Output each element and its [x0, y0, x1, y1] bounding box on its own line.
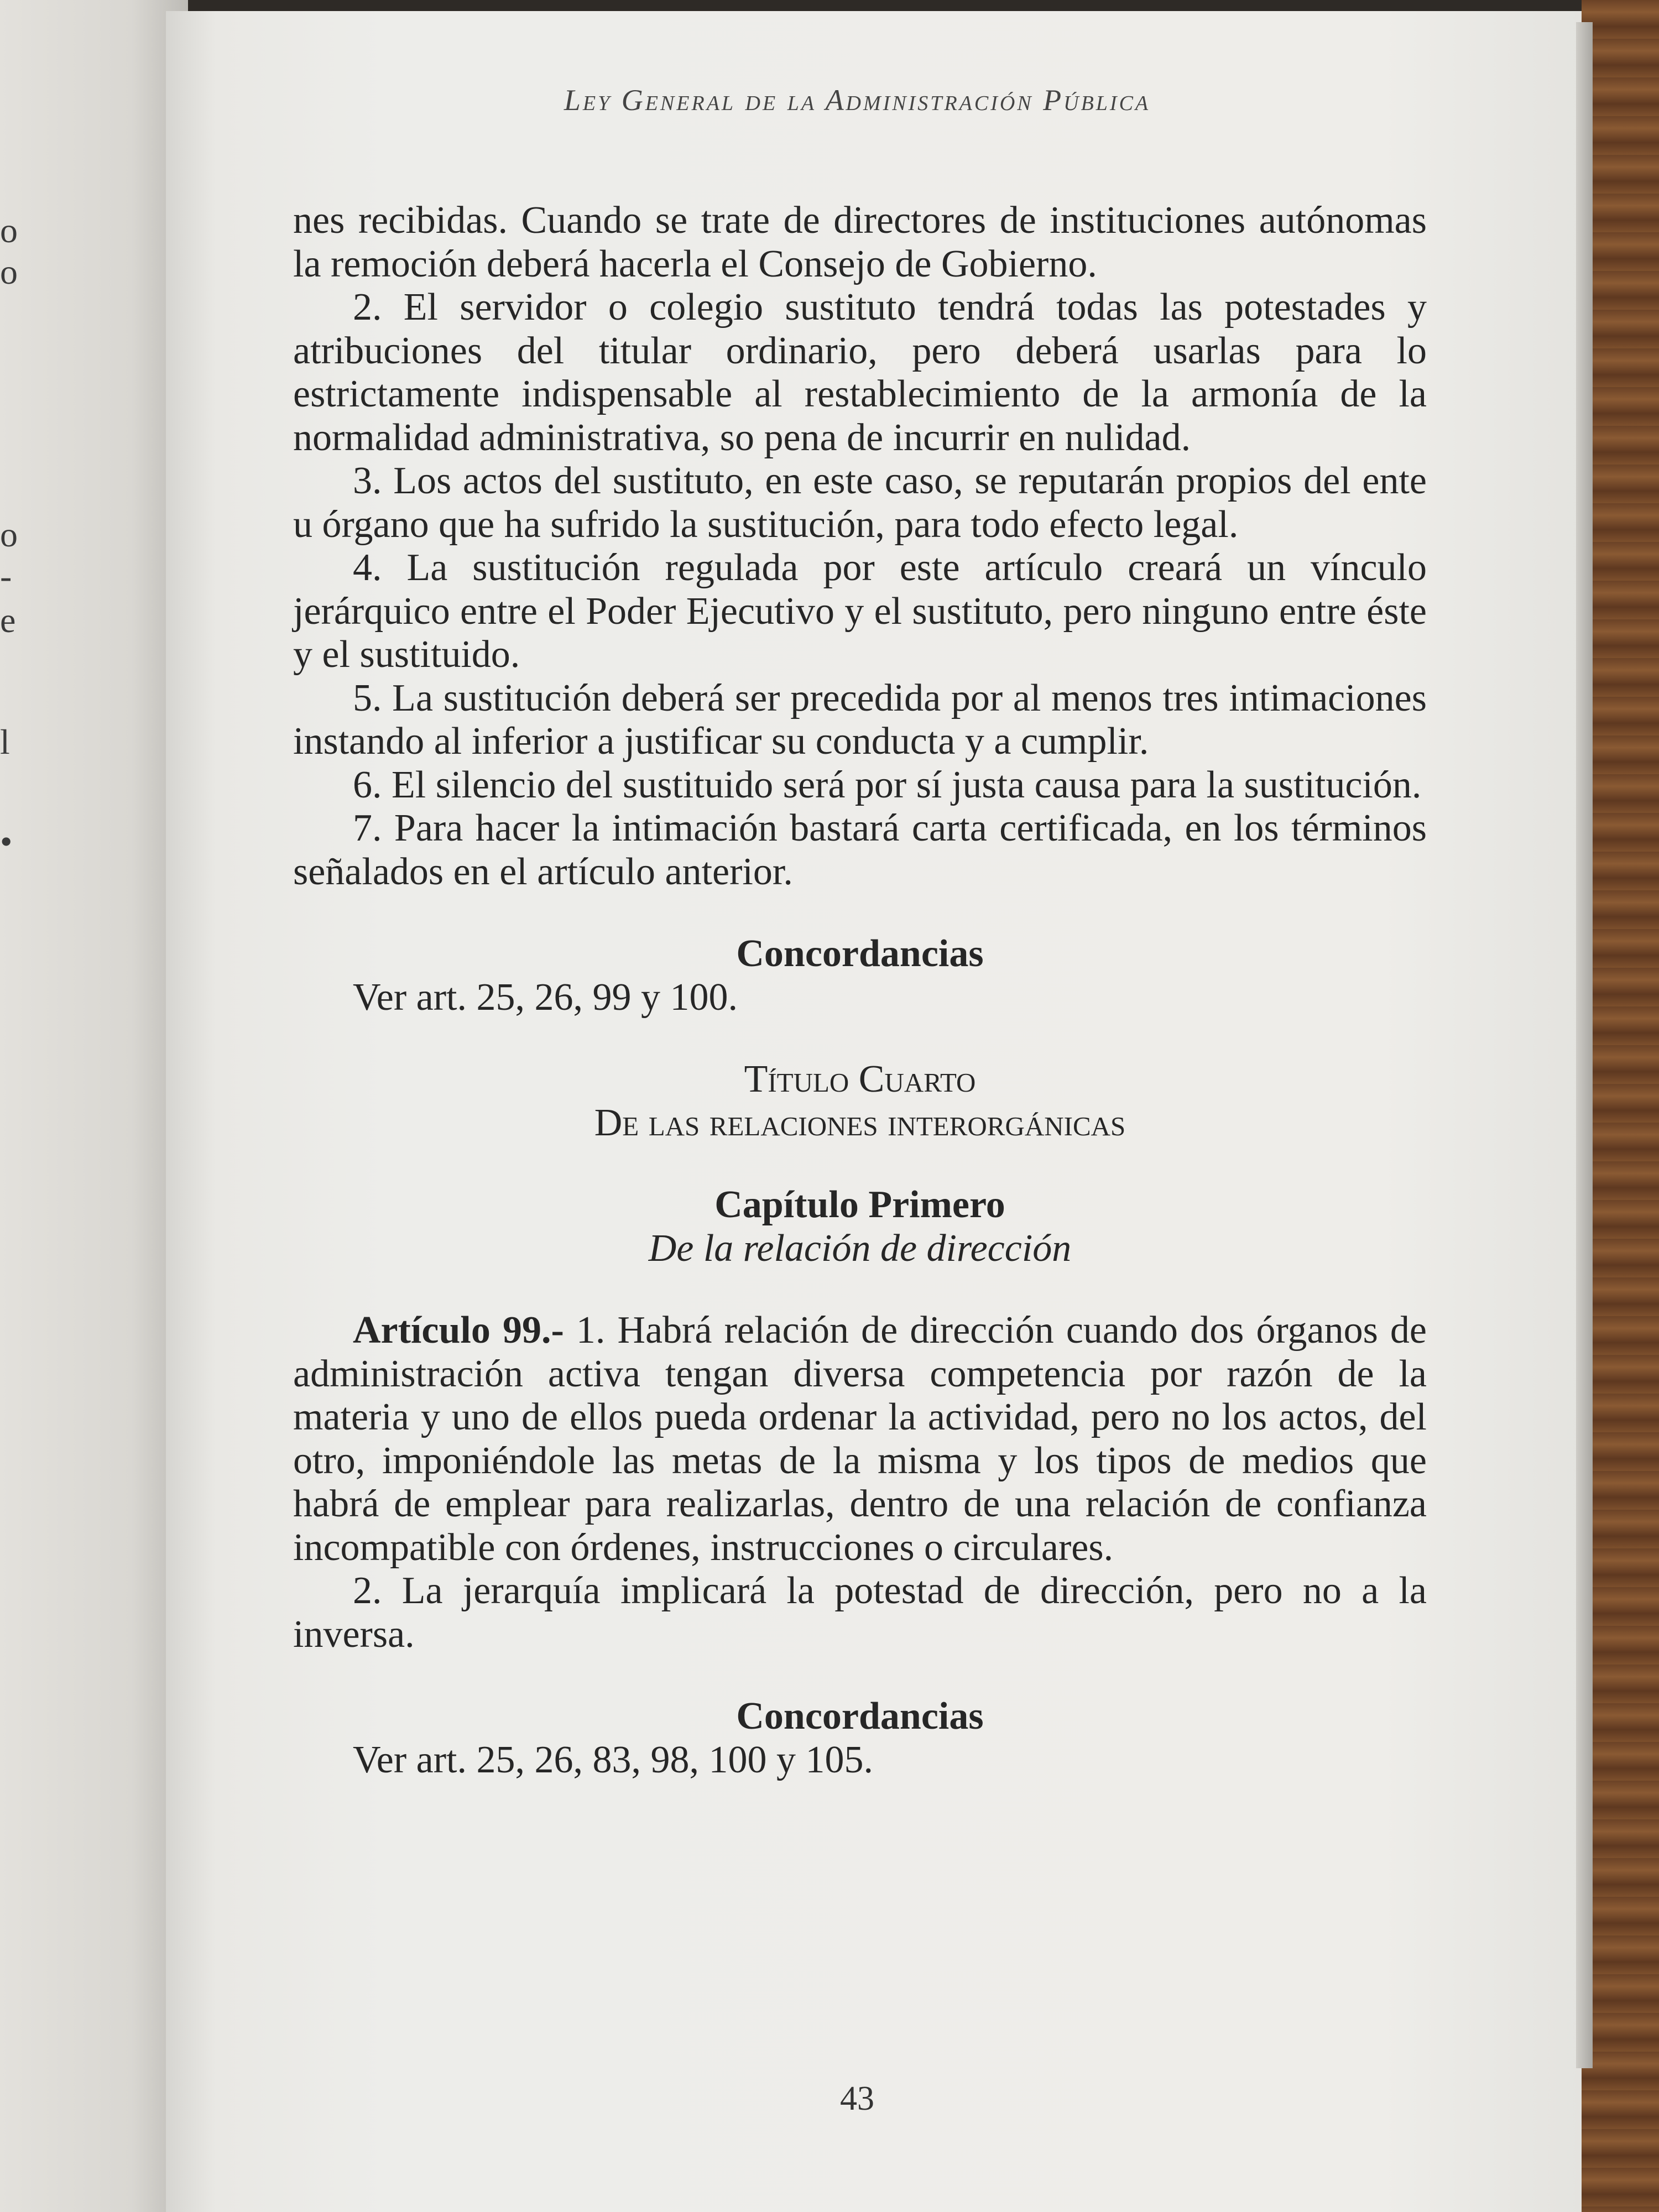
paragraph-item-2: 2. El servidor o colegio sustituto tendrá todas las potestades y atribuciones del titular ordinario, pero deberá usarlas para lo estrictamente indispensable al restablecimiento de la armonía de la normalidad administrativa, so pena de incurrir en nulidad.	[293, 286, 1427, 459]
left-fragment: o	[0, 252, 18, 291]
page-body	[293, 199, 1427, 1782]
wood-table-background	[1582, 0, 1659, 2212]
left-fragment: -	[0, 556, 12, 596]
concordancias-heading: Concordancias	[736, 1695, 984, 1738]
concordancias-heading: Concordancias	[736, 932, 984, 975]
left-fragment: l	[0, 722, 10, 761]
articulo-99-label: Artículo 99.-	[353, 1309, 564, 1352]
articulo-99-paragraph-1	[293, 1309, 1427, 1569]
titulo-heading: Título Cuarto	[744, 1058, 976, 1100]
paragraph-item-5: 5. La sustitución deberá ser precedida por al menos tres intimaciones instando al inferior a justificar su conducta y a cumplir.	[293, 676, 1427, 763]
titulo-subheading: De las relaciones interorgánicas	[594, 1101, 1126, 1144]
concordancias-text: Ver art. 25, 26, 99 y 100.	[353, 975, 738, 1019]
left-fragment: •	[0, 822, 13, 861]
left-page-text-fragments	[0, 0, 33, 2212]
capitulo-subheading: De la relación de dirección	[648, 1227, 1072, 1270]
left-fragment: e	[0, 601, 16, 640]
paragraph-item-7: 7. Para hacer la intimación bastará carta certificada, en los términos señalados en el artículo anterior.	[293, 807, 1427, 893]
left-fragment: o	[0, 515, 18, 554]
page-edge	[1576, 22, 1593, 2068]
articulo-99-paragraph-2: 2. La jerarquía implicará la potestad de dirección, pero no a la inversa.	[293, 1569, 1427, 1656]
running-head: Ley General de la Administración Pública	[564, 84, 1151, 117]
concordancias-text: Ver art. 25, 26, 83, 98, 100 y 105.	[353, 1738, 874, 1781]
left-fragment: o	[0, 211, 18, 250]
paragraph-item-4: 4. La sustitución regulada por este artículo creará un vínculo jerárquico entre el Poder Ejecutivo y el sustituto, pero ninguno entre éste y el sustituido.	[293, 546, 1427, 676]
articulo-99-text: 1. Habrá relación de dirección cuando dos órganos de administración activa tengan diversa competencia por razón de la materia y uno de ellos pueda ordenar la actividad, pero no los actos, del otro, imponiéndole las metas de la misma y los tipos de medios que habrá de emplear para realizarlas, dentro de una relación de confianza incompatible con órdenes, instrucciones o circulares.	[293, 1309, 1427, 1569]
paragraph-item-6: 6. El silencio del sustituido será por sí justa causa para la sustitución.	[353, 763, 1422, 806]
paragraph-continued: nes recibidas. Cuando se trate de directores de instituciones autónomas la remoción deberá hacerla el Consejo de Gobierno.	[293, 199, 1427, 285]
paragraph-item-3: 3. Los actos del sustituto, en este caso, se reputarán propios del ente u órgano que ha sufrido la sustitución, para todo efecto legal.	[293, 460, 1427, 546]
capitulo-heading: Capítulo Primero	[714, 1183, 1005, 1226]
page-number: 43	[840, 2080, 874, 2117]
left-page	[0, 0, 188, 2212]
